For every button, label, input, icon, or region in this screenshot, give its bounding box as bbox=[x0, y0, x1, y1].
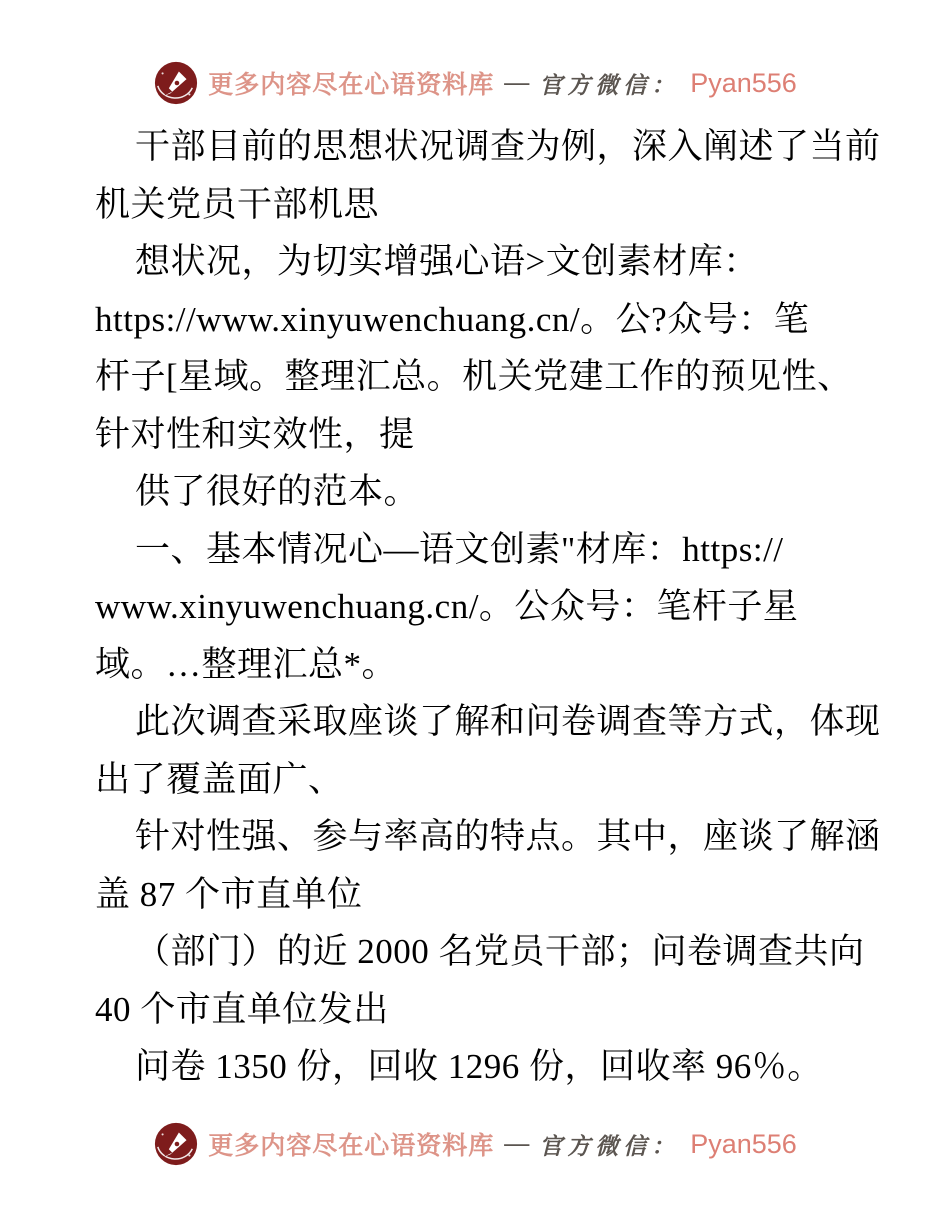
pen-seal-logo-icon bbox=[153, 60, 199, 106]
text-line: 出了覆盖面广、 bbox=[95, 759, 344, 799]
watermark-brand-text: 更多内容尽在心语资料库 bbox=[208, 1133, 495, 1160]
text-line: （部门）的近 2000 名党员干部；问卷调查共向 bbox=[135, 932, 865, 971]
watermark-wechat-account: Pyan556 bbox=[690, 67, 797, 98]
watermark-wechat-label: 官方微信： bbox=[539, 72, 680, 98]
text-line: www.xinyuwenchuang.cn/。公众号：笔杆子星 bbox=[95, 587, 799, 626]
document-text-body bbox=[95, 118, 881, 1096]
text-line: 干部目前的思想状况调查为例，深入阐述了当前 bbox=[135, 127, 881, 166]
text-line: 机关党员干部机思 bbox=[95, 184, 380, 224]
text-line: https://www.xinyuwenchuang.cn/。公?众号：笔 bbox=[95, 299, 810, 339]
text-line: 盖 87 个市直单位 bbox=[95, 874, 363, 914]
text-line: 针对性强、参与率高的特点。其中，座谈了解涵 bbox=[135, 817, 881, 856]
footer-watermark bbox=[0, 1121, 950, 1167]
watermark-wechat-account: Pyan556 bbox=[690, 1128, 797, 1159]
text-line: 域。…整理汇总*。 bbox=[95, 644, 398, 684]
watermark-wechat-label: 官方微信： bbox=[539, 1133, 680, 1159]
text-line: 问卷 1350 份，回收 1296 份，回收率 96％。 bbox=[135, 1047, 823, 1086]
text-line: 40 个市直单位发出 bbox=[95, 989, 389, 1029]
text-line: 一、基本情况心—语文创素"材库：https:// bbox=[135, 529, 784, 569]
text-line: 供了很好的范本。 bbox=[135, 472, 420, 511]
dash-separator: — bbox=[504, 69, 530, 96]
text-line: 此次调查采取座谈了解和问卷调查等方式，体现 bbox=[135, 702, 881, 741]
text-line: 杆子[星域。整理汇总。机关党建工作的预见性、 bbox=[95, 357, 853, 396]
header-watermark bbox=[0, 60, 950, 106]
pen-seal-logo-icon bbox=[153, 1121, 199, 1167]
text-line: 针对性和实效性，提 bbox=[95, 414, 415, 454]
watermark-brand-text: 更多内容尽在心语资料库 bbox=[208, 72, 495, 99]
dash-separator: — bbox=[504, 1130, 530, 1157]
text-line: 想状况，为切实增强心语>文创素材库： bbox=[135, 242, 759, 281]
